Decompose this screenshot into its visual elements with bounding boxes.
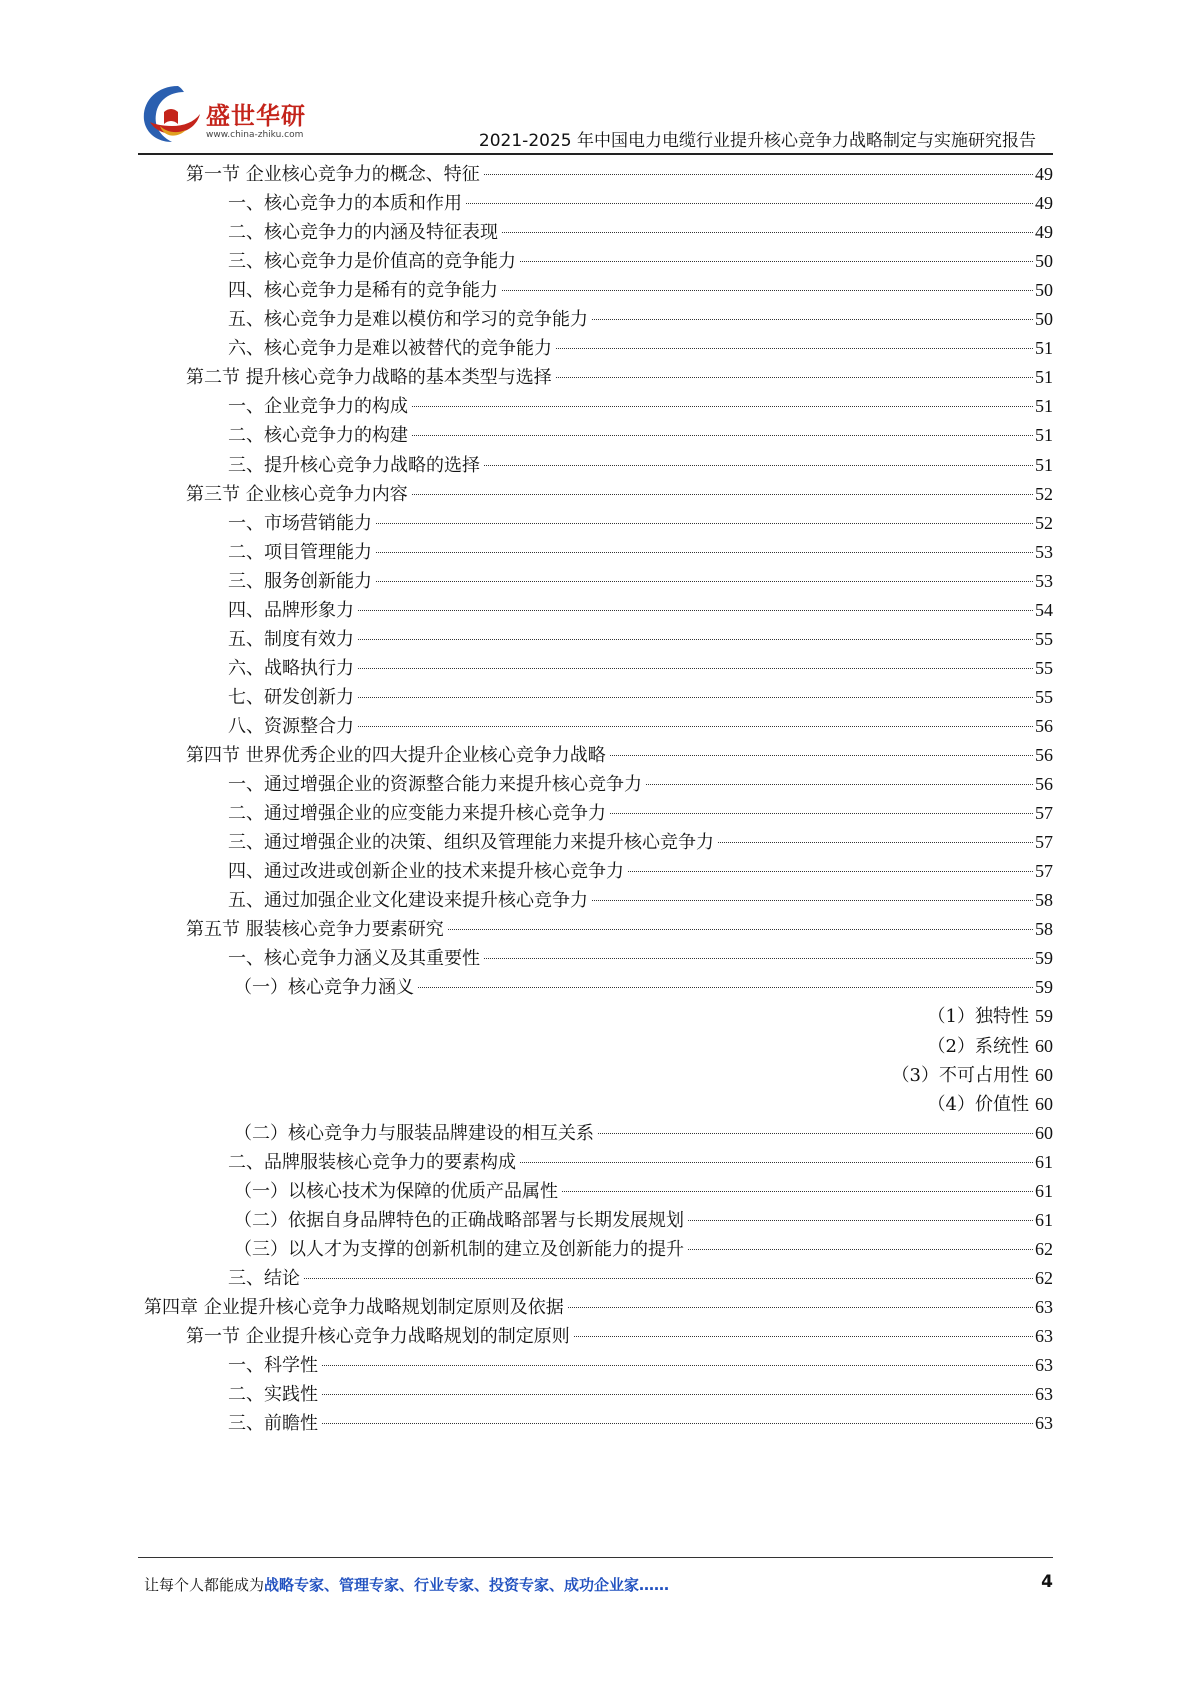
toc-dot-leader [358,726,1033,727]
toc-dot-leader [502,290,1033,291]
toc-entry[interactable] [234,1205,1053,1236]
toc-entry-title: （二）核心竞争力与服装品牌建设的相互关系 [234,1122,594,1144]
toc-entry[interactable] [228,246,1053,277]
toc-entry-page: 50 [1035,251,1053,272]
toc-dot-leader [358,668,1033,669]
toc-entry-title: 二、核心竞争力的内涵及特征表现 [228,222,498,244]
toc-entry-page: 51 [1035,338,1053,359]
toc-entry-title: 五、核心竞争力是难以模仿和学习的竞争能力 [228,309,588,331]
toc-entry-title: （三）以人才为支撑的创新机制的建立及创新能力的提升 [234,1238,684,1260]
toc-entry-title: （4）价值性 [927,1093,1029,1115]
toc-entry-page: 51 [1035,454,1053,475]
toc-entry-title: （一）以核心技术为保障的优质产品属性 [234,1180,558,1202]
toc-dot-leader [418,987,1033,988]
page-header [0,0,1191,160]
toc-entry-page: 63 [1035,1355,1053,1376]
toc-entry[interactable] [228,333,1053,364]
toc-dot-leader [574,1336,1033,1337]
toc-entry-title: 六、战略执行力 [228,657,354,679]
toc-entry-page: 59 [1035,977,1053,998]
footer-slogan-prefix: 让每个人都能成为 [144,1576,265,1594]
toc-entry-title: 八、资源整合力 [228,715,354,737]
toc-entry-page: 51 [1035,367,1053,388]
toc-dot-leader [322,1423,1033,1424]
toc-entry-title: （一）核心竞争力涵义 [234,977,414,999]
toc-entry-title: 七、研发创新力 [228,686,354,708]
toc-entry-title: 一、市场营销能力 [228,512,372,534]
toc-entry-title: 第一节 企业提升核心竞争力战略规划的制定原则 [186,1326,570,1347]
toc-dot-leader [322,1365,1033,1366]
toc-entry-page: 61 [1035,1151,1053,1172]
toc-entry-title: 三、通过增强企业的决策、组织及管理能力来提升核心竞争力 [228,832,714,854]
toc-dot-leader [412,406,1033,407]
toc-dot-leader [484,465,1033,466]
toc-dot-leader [304,1278,1033,1279]
company-logo [138,82,318,152]
footer-divider [138,1557,1053,1558]
toc-dot-leader [376,581,1033,582]
toc-entry-page: 62 [1035,1238,1053,1259]
toc-entry-title: 第三节 企业核心竞争力内容 [186,483,408,505]
toc-entry[interactable] [186,479,1053,510]
toc-entry[interactable] [228,188,1053,219]
toc-entry[interactable] [228,420,1053,451]
toc-entry-title: 第二节 提升核心竞争力战略的基本类型与选择 [186,367,552,389]
toc-entry[interactable] [228,450,1053,481]
toc-entry-page: 61 [1035,1180,1053,1201]
toc-entry-page: 60 [1035,1093,1053,1114]
toc-entry-title: 三、核心竞争力是价值高的竞争能力 [228,251,516,273]
toc-entry-page: 51 [1035,396,1053,417]
toc-entry[interactable] [186,159,1053,190]
toc-entry-page: 59 [1035,1006,1053,1027]
toc-entry-title: 二、核心竞争力的构建 [228,425,408,447]
toc-entry[interactable] [186,362,1053,393]
toc-entry[interactable] [228,856,1053,887]
toc-dot-leader [358,697,1033,698]
toc-entry[interactable] [186,1321,1053,1352]
toc-entry[interactable] [234,1234,1053,1265]
toc-dot-leader [448,929,1033,930]
toc-dot-leader [592,319,1033,320]
toc-entry[interactable] [228,508,1053,539]
toc-entry[interactable] [228,885,1053,916]
toc-dot-leader [598,1133,1033,1134]
toc-entry-title: （2）系统性 [927,1035,1029,1057]
toc-entry-page: 56 [1035,715,1053,736]
toc-entry-page: 57 [1035,832,1053,853]
logo-swoosh-icon [138,82,204,148]
toc-entry-page: 49 [1035,164,1053,184]
toc-entry[interactable] [228,537,1053,568]
toc-entry[interactable] [228,217,1053,248]
toc-entry[interactable] [228,275,1053,306]
toc-dot-leader [556,348,1033,349]
toc-dot-leader [688,1249,1033,1250]
toc-entry[interactable] [228,304,1053,335]
toc-dot-leader [718,842,1033,843]
toc-entry-page: 57 [1035,861,1053,882]
toc-entry-title: （3）不可占用性 [891,1064,1029,1086]
toc-entry-title: 三、提升核心竞争力战略的选择 [228,454,480,476]
toc-entry-page: 55 [1035,657,1053,678]
toc-entry-title: 一、核心竞争力涵义及其重要性 [228,948,480,970]
toc-entry[interactable] [228,1263,1053,1294]
toc-entry-title: （二）依据自身品牌特色的正确战略部署与长期发展规划 [234,1209,684,1231]
toc-entry-page: 55 [1035,686,1053,707]
toc-entry[interactable] [928,1031,1053,1062]
toc-entry-page: 62 [1035,1267,1053,1288]
toc-entry-page: 52 [1035,512,1053,533]
logo-name: 盛世华研 [206,102,306,130]
toc-entry-page: 49 [1035,222,1053,243]
toc-entry-page: 50 [1035,280,1053,301]
logo-url: www.china-zhiku.com [206,130,304,140]
toc-entry[interactable] [228,624,1053,655]
toc-entry-page: 51 [1035,425,1053,446]
toc-entry-page: 50 [1035,309,1053,330]
toc-entry-page: 58 [1035,919,1053,940]
toc-entry-page: 49 [1035,193,1053,214]
toc-dot-leader [556,377,1033,378]
toc-dot-leader [358,639,1033,640]
toc-entry-page: 54 [1035,599,1053,620]
toc-dot-leader [610,813,1033,814]
toc-entry[interactable] [228,769,1053,800]
toc-dot-leader [628,871,1033,872]
toc-dot-leader [502,232,1033,233]
toc-entry-title: 二、通过增强企业的应变能力来提升核心竞争力 [228,803,606,825]
toc-entry-title: 四、通过改进或创新企业的技术来提升核心竞争力 [228,861,624,883]
toc-entry[interactable] [228,1350,1053,1381]
toc-entry-title: 二、实践性 [228,1384,318,1406]
toc-entry-title: 一、核心竞争力的本质和作用 [228,193,462,215]
toc-entry-title: 第四章 企业提升核心竞争力战略规划制定原则及依据 [144,1296,564,1318]
toc-dot-leader [562,1191,1033,1192]
toc-entry-title: 五、通过加强企业文化建设来提升核心竞争力 [228,890,588,912]
toc-entry-title: 四、品牌形象力 [228,599,354,621]
toc-entry[interactable] [234,1118,1053,1149]
toc-entry-page: 53 [1035,541,1053,562]
footer-slogan [144,1574,669,1595]
toc-entry-page: 60 [1035,1122,1053,1143]
toc-entry-page: 55 [1035,628,1053,649]
toc-entry[interactable] [228,1147,1053,1178]
toc-entry[interactable] [928,1089,1053,1120]
toc-dot-leader [358,610,1033,611]
toc-entry-title: 六、核心竞争力是难以被替代的竞争能力 [228,338,552,360]
toc-entry-title: 第一节 企业核心竞争力的概念、特征 [186,164,480,185]
toc-entry[interactable] [228,798,1053,829]
toc-dot-leader [568,1307,1033,1308]
toc-entry[interactable] [228,682,1053,713]
toc-entry-page: 63 [1035,1296,1053,1317]
page-number: 4 [1041,1572,1053,1592]
toc-entry-page: 53 [1035,570,1053,591]
toc-entry-page: 59 [1035,948,1053,969]
report-title: 2021-2025 年中国电力电缆行业提升核心竞争力战略制定与实施研究报告 [478,131,1036,151]
toc-dot-leader [376,552,1033,553]
toc-dot-leader [412,435,1033,436]
toc-dot-leader [376,523,1033,524]
toc-dot-leader [484,174,1033,175]
toc-dot-leader [520,261,1033,262]
toc-entry[interactable] [228,711,1053,742]
toc-entry-title: 三、前瞻性 [228,1413,318,1435]
toc-entry-title: 二、品牌服装核心竞争力的要素构成 [228,1151,516,1173]
toc-entry[interactable] [228,1379,1053,1410]
toc-entry-page: 56 [1035,745,1053,765]
header-divider [138,153,1053,155]
toc-entry-page: 58 [1035,890,1053,911]
toc-entry[interactable] [228,391,1053,422]
toc-entry[interactable] [228,653,1053,684]
toc-entry[interactable] [228,1408,1053,1439]
toc-entry-title: 三、服务创新能力 [228,570,372,592]
toc-dot-leader [520,1162,1033,1163]
toc-dot-leader [412,494,1033,495]
toc-entry-title: 一、通过增强企业的资源整合能力来提升核心竞争力 [228,774,642,796]
toc-entry[interactable] [234,1176,1053,1207]
toc-entry[interactable] [228,943,1053,974]
toc-entry-title: （1）独特性 [927,1006,1029,1028]
toc-entry-page: 57 [1035,803,1053,824]
toc-dot-leader [688,1220,1033,1221]
toc-dot-leader [592,900,1033,901]
footer-slogan-highlight: 战略专家、管理专家、行业专家、投资专家、成功企业家…… [264,1576,670,1594]
toc-entry-page: 56 [1035,774,1053,795]
toc-entry-title: 第四节 世界优秀企业的四大提升企业核心竞争力战略 [186,745,606,766]
toc-entry-page: 52 [1035,483,1053,504]
toc-entry-title: 二、项目管理能力 [228,541,372,563]
toc-entry-title: 第五节 服装核心竞争力要素研究 [186,919,444,941]
toc-entry-title: 一、企业竞争力的构成 [228,396,408,418]
toc-dot-leader [484,958,1033,959]
toc-entry-title: 四、核心竞争力是稀有的竞争能力 [228,280,498,302]
toc-entry-title: 五、制度有效力 [228,628,354,650]
toc-entry[interactable] [928,1001,1053,1032]
toc-dot-leader [646,784,1033,785]
toc-entry-page: 63 [1035,1326,1053,1346]
toc-entry[interactable] [228,595,1053,626]
toc-entry[interactable] [144,1292,1053,1323]
toc-entry-page: 60 [1035,1064,1053,1085]
toc-entry[interactable] [228,827,1053,858]
toc-entry[interactable] [892,1060,1053,1091]
toc-entry-page: 60 [1035,1035,1053,1056]
toc-entry[interactable] [228,566,1053,597]
toc-entry[interactable] [186,740,1053,771]
toc-dot-leader [466,203,1033,204]
toc-entry[interactable] [186,914,1053,945]
toc-entry-page: 61 [1035,1209,1053,1230]
toc-dot-leader [610,755,1033,756]
toc-dot-leader [322,1394,1033,1395]
toc-entry[interactable] [234,972,1053,1003]
toc-entry-page: 63 [1035,1413,1053,1434]
toc-entry-title: 三、结论 [228,1267,300,1289]
toc-entry-page: 63 [1035,1384,1053,1405]
toc-entry-title: 一、科学性 [228,1355,318,1377]
